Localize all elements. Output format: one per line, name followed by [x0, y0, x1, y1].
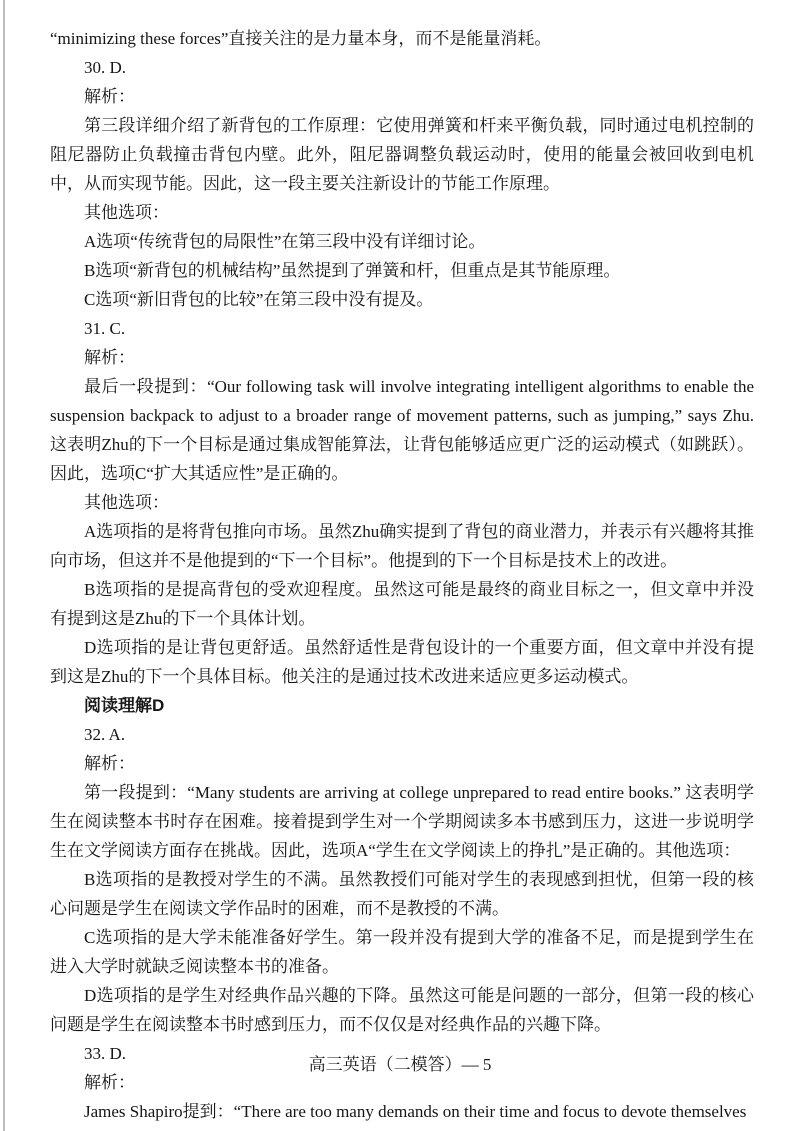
paragraph: B选项“新背包的机械结构”虽然提到了弹簧和杆，但重点是其节能原理。: [84, 261, 621, 280]
paragraph: 解析：: [84, 1073, 135, 1092]
paragraph: 31. C.: [84, 319, 126, 338]
paragraph: 解析：: [84, 348, 135, 367]
paragraph: 解析：: [84, 754, 135, 773]
paragraph: B选项指的是提高背包的受欢迎程度。虽然这可能是最终的商业目标之一，但文章中并没有提到这是Zhu的下一个具体计划。: [50, 580, 754, 628]
paragraph: D选项指的是让背包更舒适。虽然舒适性是背包设计的一个重要方面，但文章中并没有提到这是Zhu的下一个具体目标。他关注的是通过技术改进来适应更多运动模式。: [50, 638, 754, 686]
paragraph: 32. A.: [84, 725, 126, 744]
paragraph: B选项指的是教授对学生的不满。虽然教授们可能对学生的表现感到担忧，但第一段的核心问题是学生在阅读文学作品时的困难，而不是教授的不满。: [50, 870, 754, 918]
paragraph: 30. D.: [84, 58, 127, 77]
paragraph: A选项“传统背包的局限性”在第三段中没有详细讨论。: [84, 232, 486, 251]
page-footer: 高三英语（二模答）— 5: [308, 1055, 492, 1074]
paragraph: “minimizing these forces”直接关注的是力量本身，而不是能量消耗。: [50, 29, 552, 48]
paragraph: D选项指的是学生对经典作品兴趣的下降。虽然这可能是问题的一部分，但第一段的核心问题是学生在阅读整本书时感到压力，而不仅仅是对经典作品的兴趣下降。: [50, 986, 754, 1034]
paragraph: 解析：: [84, 87, 135, 106]
scan-edge-artifact-line: [3, 0, 5, 1131]
document-body: [50, 24, 754, 1126]
paragraph: James Shapiro提到：“There are too many demands on their time and focus to devote themselves: [84, 1102, 747, 1121]
paragraph: C选项“新旧背包的比较”在第三段中没有提及。: [84, 290, 434, 309]
section-heading: 阅读理解D: [84, 696, 165, 715]
paragraph: C选项指的是大学未能准备好学生。第一段并没有提到大学的准备不足，而是提到学生在进入大学时就缺乏阅读整本书的准备。: [50, 928, 754, 976]
paragraph: 最后一段提到：“Our following task will involve integrating intelligent algorithms to enable the suspension backpack to adjust to a broader range of movement patterns, such as jumping,” says Zhu. 这表明Zhu的下一个目标是通过集成智能算法，让背包能够适应更广泛的运动模式（如跳跃）。因此，选项C“扩大其适应性”是正确的。: [50, 377, 754, 483]
paragraph: 其他选项：: [84, 493, 169, 512]
paragraph: A选项指的是将背包推向市场。虽然Zhu确实提到了背包的商业潜力，并表示有兴趣将其推向市场，但这并不是他提到的“下一个目标”。他提到的下一个目标是技术上的改进。: [50, 522, 754, 570]
paragraph: 其他选项：: [84, 203, 169, 222]
paragraph: 第三段详细介绍了新背包的工作原理：它使用弹簧和杆来平衡负载，同时通过电机控制的阻尼器防止负载撞击背包内壁。此外，阻尼器调整负载运动时，使用的能量会被回收到电机中，从而实现节能。因此，这一段主要关注新设计的节能工作原理。: [50, 116, 754, 193]
document-page: [50, 24, 754, 1126]
paragraph: 第一段提到：“Many students are arriving at college unprepared to read entire books.” 这表明学生在阅读整本书时存在困难。接着提到学生对一个学期阅读多本书感到压力，这进一步说明学生在文学阅读方面存在挑战。因此，选项A“学生在文学阅读上的挣扎”是正确的。其他选项：: [50, 783, 754, 860]
paragraph: 33. D.: [84, 1044, 127, 1063]
